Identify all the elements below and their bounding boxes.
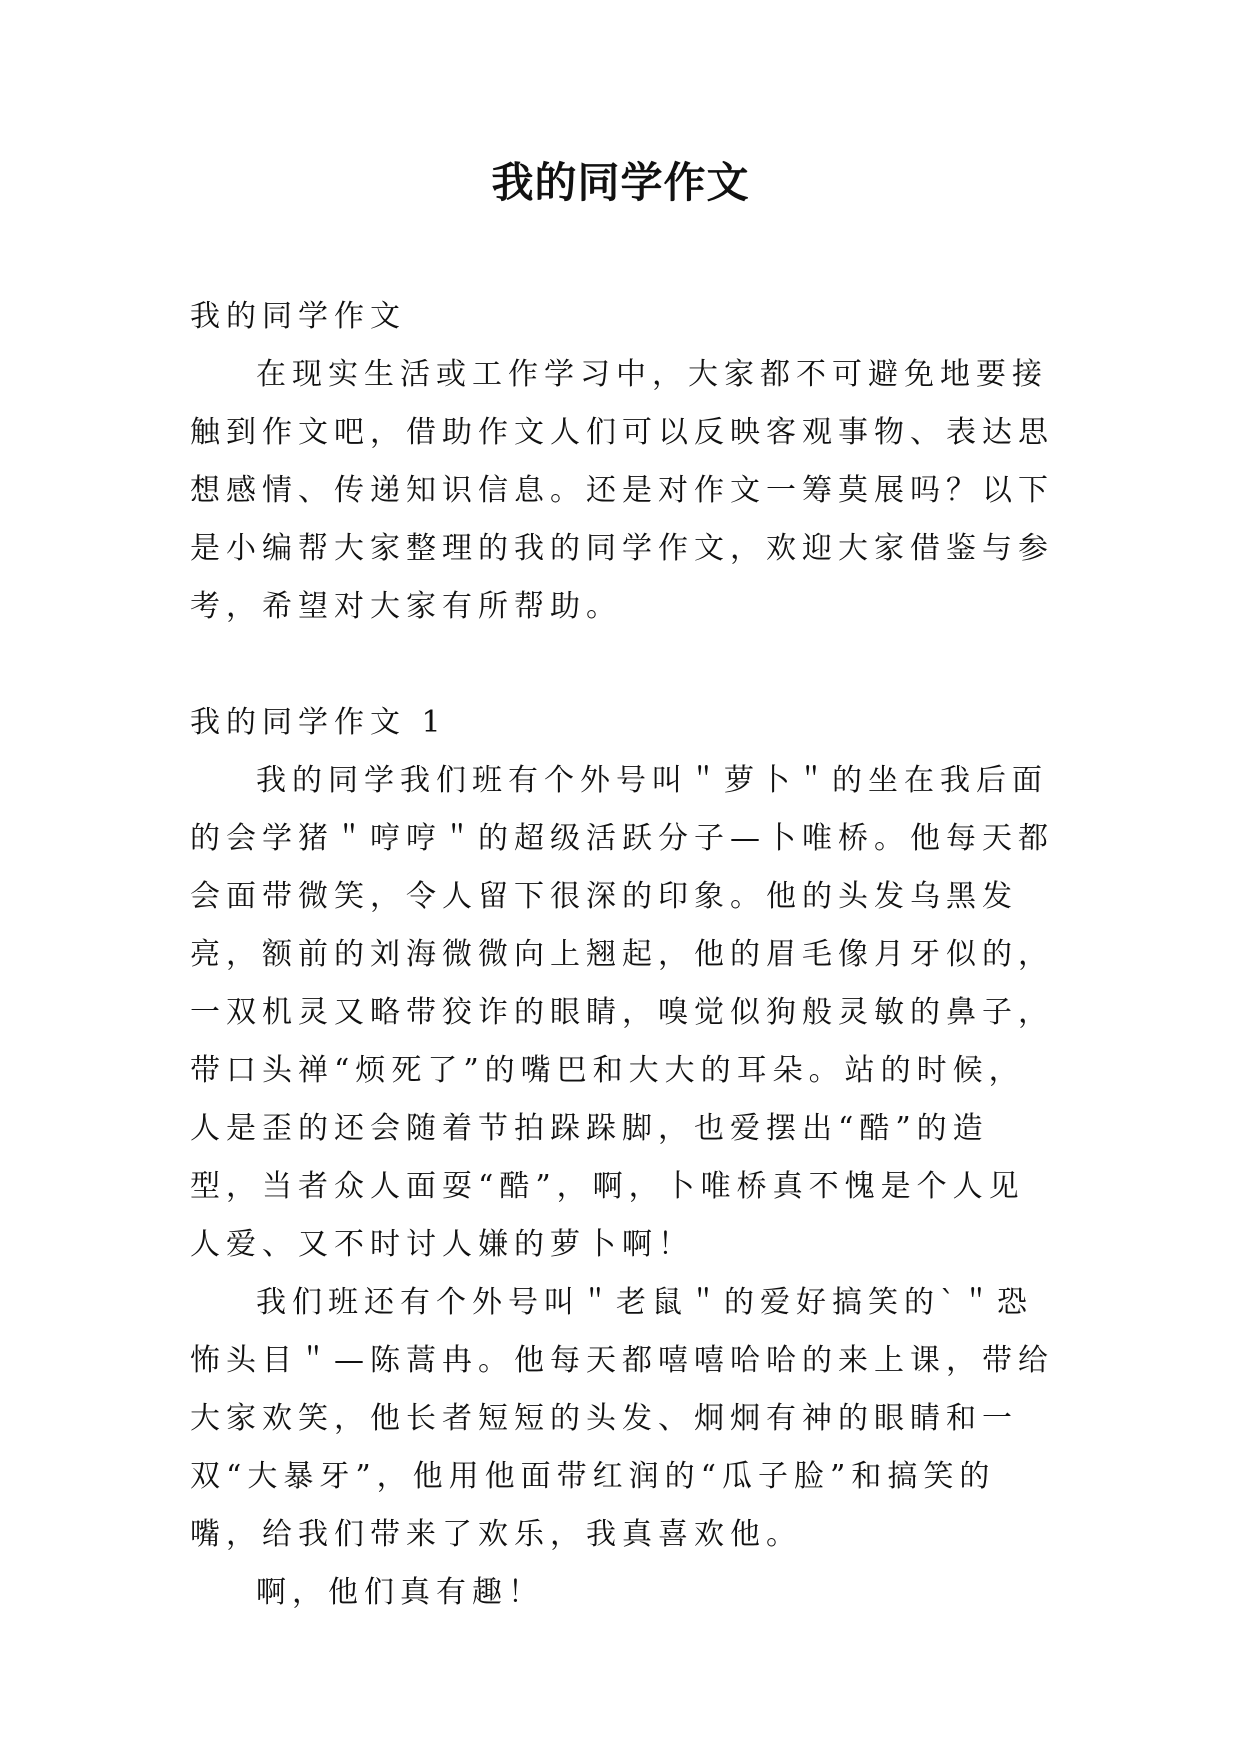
- intro-paragraph: 在现实生活或工作学习中，大家都不可避免地要接触到作文吧，借助作文人们可以反映客观事物、表达思想感情、传递知识信息。还是对作文一筹莫展吗？以下是小编帮大家整理的我的同学作文，欢迎大家借鉴与参考，希望对大家有所帮助。: [190, 357, 1054, 624]
- body-paragraph: 我们班还有个外号叫＂老鼠＂的爱好搞笑的`＂恐怖头目＂—陈蒿冉。他每天都嘻嘻哈哈的来上课，带给大家欢笑，他长者短短的头发、炯炯有神的眼睛和一双“大暴牙”，他用他面带红润的“瓜子脸”和搞笑的嘴，给我们带来了欢乐，我真喜欢他。: [190, 1285, 1054, 1552]
- document-title: 我的同学作文: [491, 158, 750, 207]
- document-heading: 我的同学作文: [190, 299, 406, 334]
- body-paragraph: 我的同学我们班有个外号叫＂萝卜＂的坐在我后面的会学猪＂哼哼＂的超级活跃分子—卜唯桥。他每天都会面带微笑，令人留下很深的印象。他的头发乌黑发亮，额前的刘海微微向上翘起，他的眉毛像月牙似的，一双机灵又略带狡诈的眼睛，嗅觉似狗般灵敏的鼻子，带口头禅“烦死了”的嘴巴和大大的耳朵。站的时候，人是歪的还会随着节拍跺跺脚，也爱摆出“酷”的造型，当者众人面耍“酷”，啊，卜唯桥真不愧是个人见人爱、又不时讨人嫌的萝卜啊！: [190, 763, 1054, 1262]
- body-paragraph: 啊，他们真有趣！: [256, 1575, 544, 1610]
- document-body: [190, 288, 1060, 1622]
- section-spacer: [190, 636, 1060, 694]
- section-heading: 我的同学作文 1: [190, 705, 447, 740]
